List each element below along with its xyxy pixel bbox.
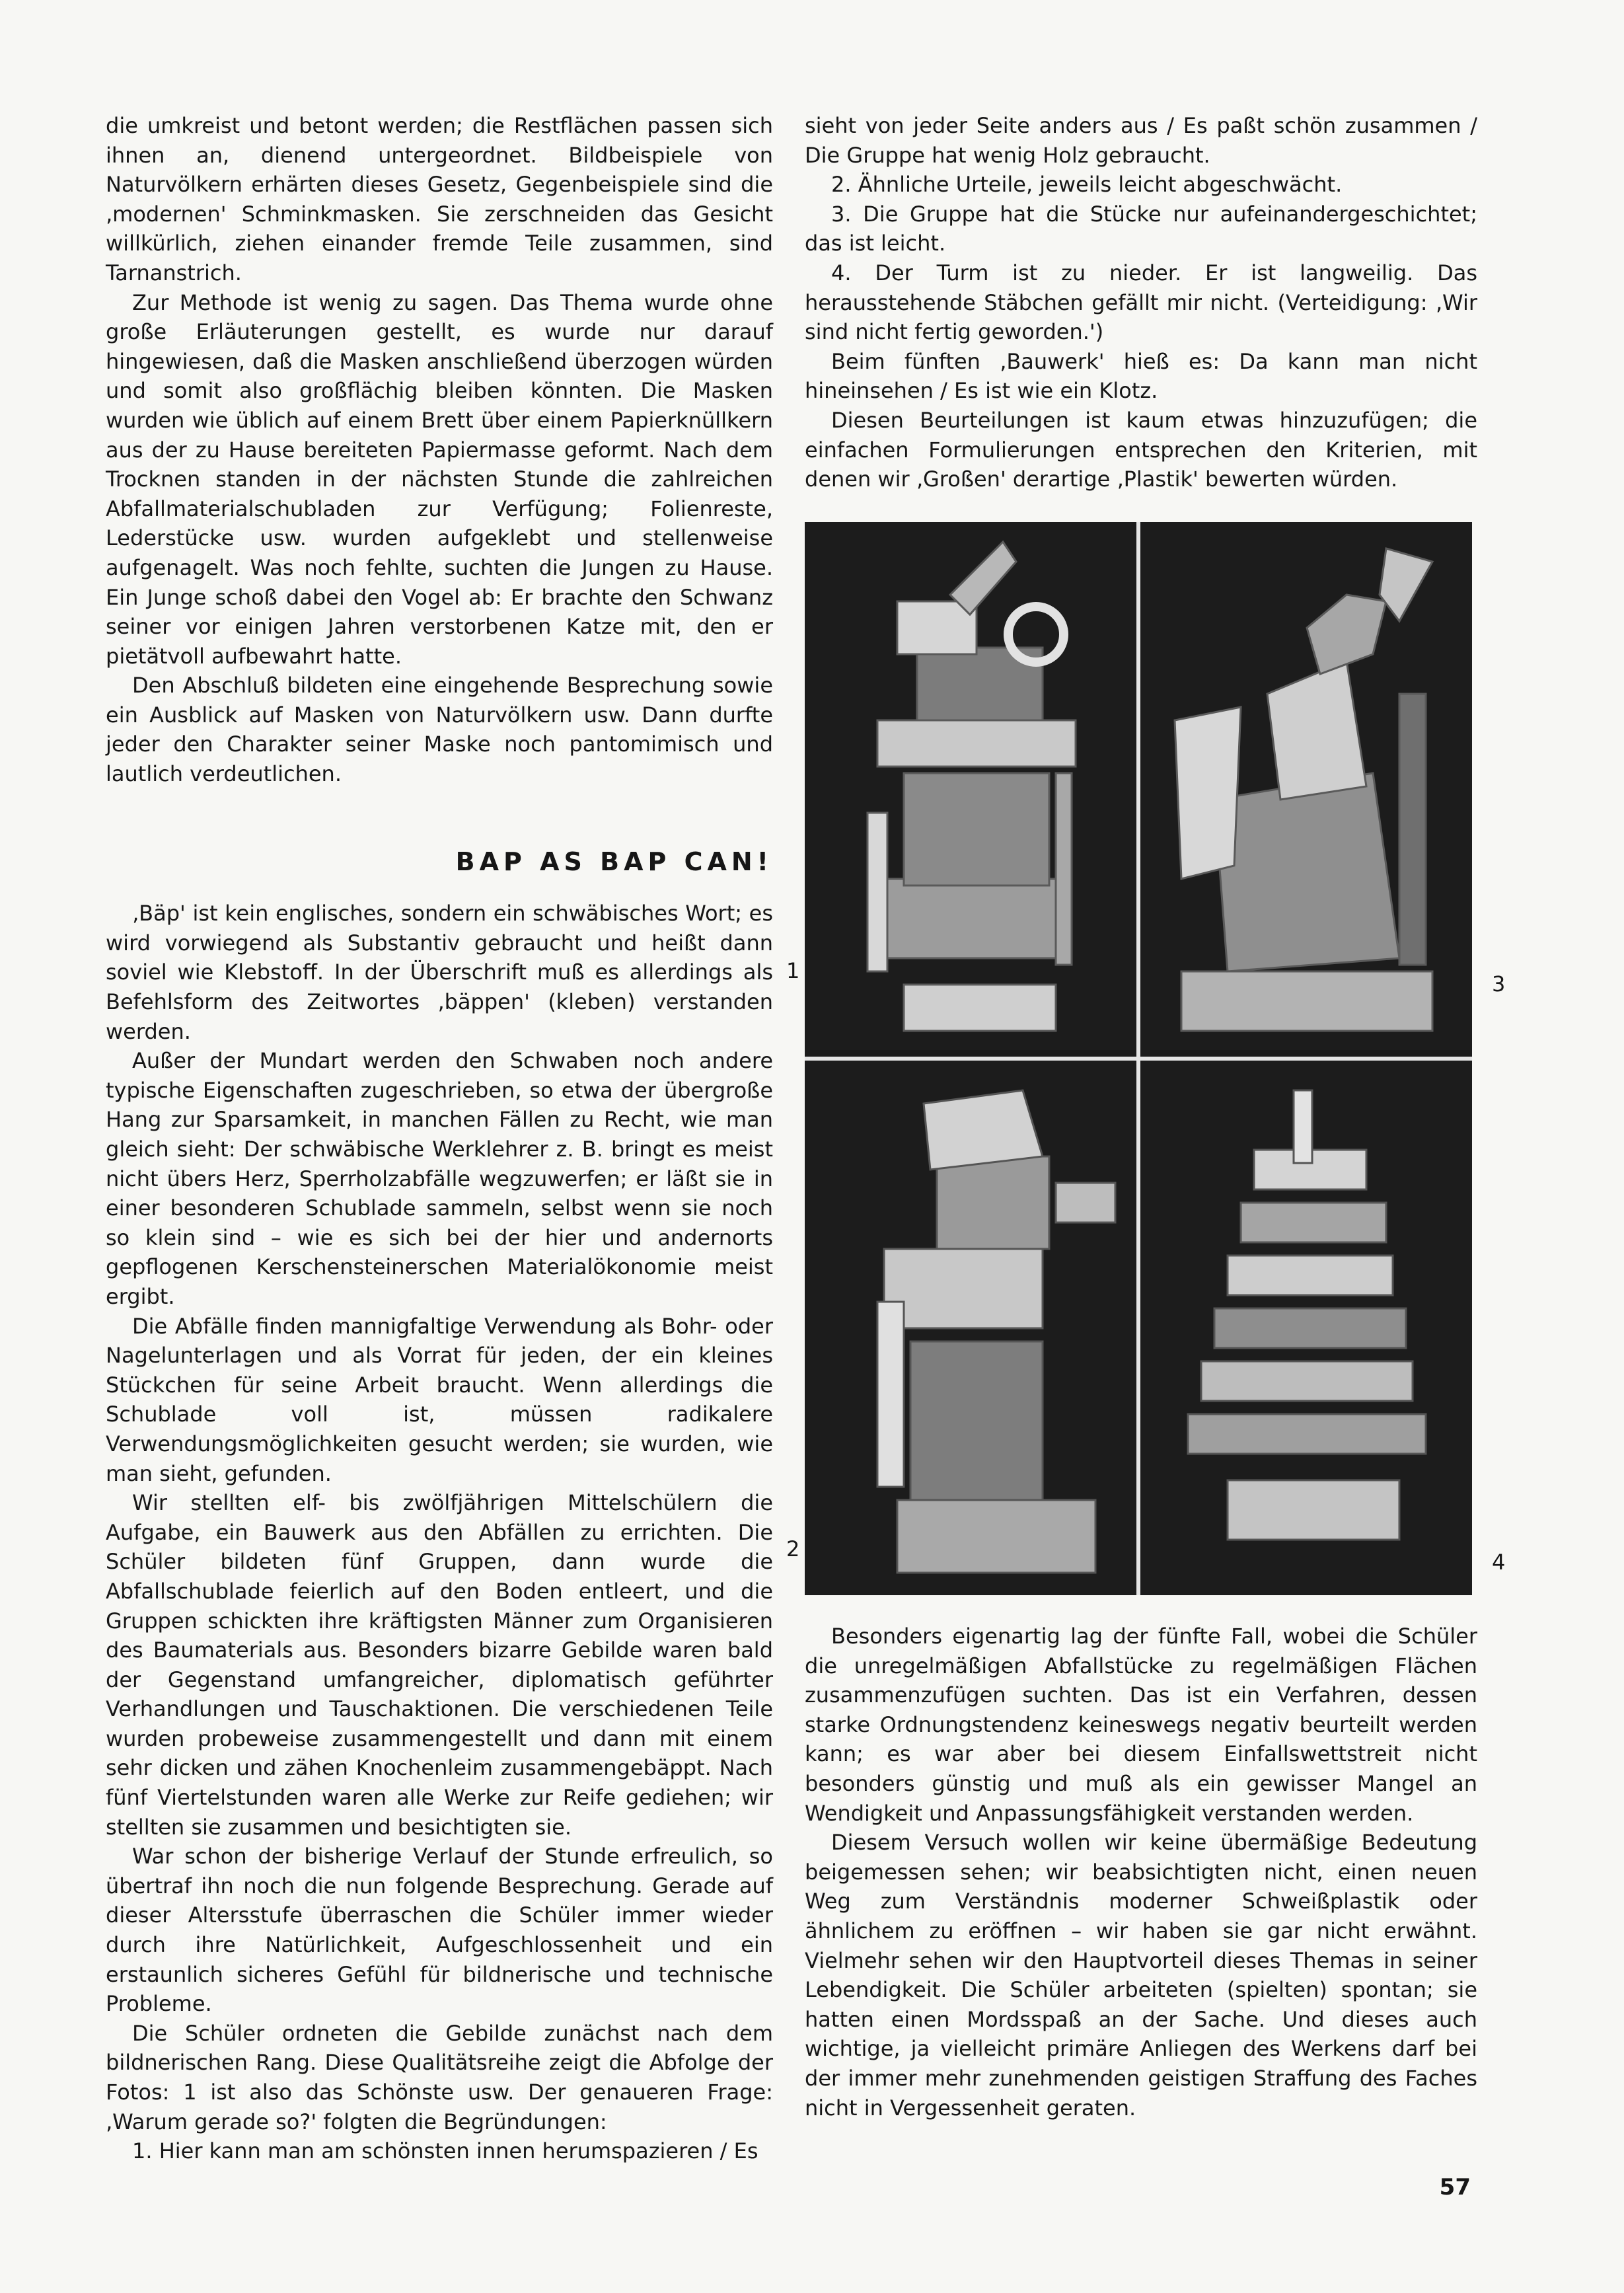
paragraph: War schon der bisherige Verlauf der Stunde erfreulich, so übertraf ihn noch die nun folgende Besprechung. Gerade auf dieser Altersstufe überraschen die Schüler immer wieder durch ihre Natürlichkeit, Aufgeschlossenheit und ein erstaunlich sicheres Gefühl für bildnerische und technische Probleme. xyxy=(106,1844,773,2017)
section-heading: BAP AS BAP CAN! xyxy=(455,846,773,876)
figure-number-2: 2 xyxy=(786,1536,800,1561)
paragraph: 4. Der Turm ist zu nieder. Er ist langweilig. Das herausstehende Stäbchen gefällt mir nicht. (Verteidigung: ‚Wir sind nicht fertig geworden.') xyxy=(805,260,1477,345)
paragraph: 2. Ähnliche Urteile, jeweils leicht abgeschwächt. xyxy=(831,172,1343,198)
paragraph: sieht von jeder Seite anders aus / Es paßt schön zusammen / Die Gruppe hat wenig Holz gebraucht. xyxy=(805,113,1477,168)
paragraph: Diesen Beurteilungen ist kaum etwas hinzuzufügen; die einfachen Formulierungen entsprechen den Kriterien, mit denen wir ‚Großen' derartige ‚Plastik' bewerten würden. xyxy=(805,407,1477,492)
page-number: 57 xyxy=(1439,2174,1471,2200)
paragraph: Die Schüler ordneten die Gebilde zunächst nach dem bildnerischen Rang. Diese Qualitätsreihe zeigt die Abfolge der Fotos: 1 ist also das Schönste usw. Der genaueren Frage: ‚Warum gerade so?' folgten die Begründungen: xyxy=(106,2020,773,2134)
paragraph: Wir stellten elf- bis zwölfjährigen Mittelschülern die Aufgabe, ein Bauwerk aus den Abfällen zu errichten. Die Schüler bildeten fünf Gruppen, dann wurde die Abfallschublade feierlich auf den Boden entleert, und die Gruppen schickten ihre kräftigsten Männer zum Organisieren des Baumaterials aus. Besonders bizarre Gebilde waren bald der Gegenstand umfangreicher, diplomatisch geführter Verhandlungen und Tauschaktionen. Die verschiedenen Teile wurden probeweise zusammengestellt und dann mit einem sehr dicken und zähen Knochenleim zusammengebäppt. Nach fünf Viertelstunden waren alle Werke zur Reife gediehen; wir stellten sie zusammen und besichtigten sie. xyxy=(106,1490,773,1840)
photo-collage xyxy=(805,522,1472,1595)
figure-number-3: 3 xyxy=(1492,971,1506,996)
figure-number-1: 1 xyxy=(786,958,800,983)
paragraph: Beim fünften ‚Bauwerk' hieß es: Da kann man nicht hineinsehen / Es ist wie ein Klotz. xyxy=(805,348,1477,404)
paragraph: 1. Hier kann man am schönsten innen herumspazieren / Es xyxy=(132,2138,758,2164)
photo-collage-illustration xyxy=(805,522,1472,1595)
right-column-top xyxy=(805,111,1477,494)
paragraph: Die Abfälle finden mannigfaltige Verwendung als Bohr- oder Nagelunterlagen und als Vorrat für jeden, der ein kleines Stückchen für seine Arbeit braucht. Wenn allerdings die Schublade voll ist, müssen radikalere Verwendungsmöglichkeiten gesucht werden; sie wurden, wie man sieht, gefunden. xyxy=(106,1313,773,1486)
paragraph: die umkreist und betont werden; die Restflächen passen sich ihnen an, dienend untergeordnet. Bildbeispiele von Naturvölkern erhärten dieses Gesetz, Gegenbeispiele sind die ‚modernen' Schminkmasken. Sie zerschneiden das Gesicht willkürlich, ziehen einander fremde Teile zusammen, sind Tarnanstrich. xyxy=(106,113,773,285)
paragraph: 3. Die Gruppe hat die Stücke nur aufeinandergeschichtet; das ist leicht. xyxy=(805,201,1477,256)
paragraph: Den Abschluß bildeten eine eingehende Besprechung sowie ein Ausblick auf Masken von Naturvölkern usw. Dann durfte jeder den Charakter seiner Maske noch pantomimisch und lautlich verdeutlichen. xyxy=(106,673,773,787)
paragraph: ‚Bäp' ist kein englisches, sondern ein schwäbisches Wort; es wird vorwiegend als Substantiv gebraucht und heißt dann soviel wie Klebstoff. In der Überschrift muß es allerdings als Befehlsform des Zeitwortes ‚bäppen' (kleben) verstanden werden. xyxy=(106,901,773,1044)
right-column-bottom xyxy=(805,1622,1477,2123)
figure-number-4: 4 xyxy=(1492,1550,1506,1575)
left-column xyxy=(106,111,773,2166)
paragraph: Diesem Versuch wollen wir keine übermäßige Bedeutung beigemessen sehen; wir beabsichtigten nicht, einen neuen Weg zum Verständnis moderner Schweißplastik oder ähnlichem zu eröffnen – wir haben sie gar nicht erwähnt. Vielmehr sehen wir den Hauptvorteil dieses Themas in seiner Lebendigkeit. Die Schüler arbeiteten (spielten) spontan; sie hatten einen Mordsspaß an der Sache. Und dieses auch wichtige, ja vielleicht primäre Anliegen des Werkens darf bei der immer mehr zunehmenden geistigen Straffung des Faches nicht in Vergessenheit geraten. xyxy=(805,1830,1477,2121)
paragraph: Besonders eigenartig lag der fünfte Fall, wobei die Schüler die unregelmäßigen Abfallstücke zu regelmäßigen Flächen zusammenzufügen suchten. Das ist ein Verfahren, dessen starke Ordnungstendenz keineswegs negativ beurteilt werden kann; es war aber bei diesem Einfallswettstreit nicht besonders günstig und muß als ein gewisser Mangel an Wendigkeit und Anpassungsfähigkeit verstanden werden. xyxy=(805,1624,1477,1826)
paragraph: Außer der Mundart werden den Schwaben noch andere typische Eigenschaften zugeschrieben, so etwa der übergroße Hang zur Sparsamkeit, in manchen Fällen zu Recht, wie man gleich sieht: Der schwäbische Werklehrer z. B. bringt es meist nicht übers Herz, Sperrholzabfälle wegzuwerfen; er läßt sie in einer besonderen Schublade sammeln, selbst wenn sie noch so klein sind – wie es sich bei der hier und andernorts gepflogenen Kerschensteinerschen Materialökonomie meist ergibt. xyxy=(106,1048,773,1309)
paragraph: Zur Methode ist wenig zu sagen. Das Thema wurde ohne große Erläuterungen gestellt, es wurde nur darauf hingewiesen, daß die Masken anschließend überzogen würden und somit also großflächig bleiben könnten. Die Masken wurden wie üblich auf einem Brett über einem Papierknüllkern aus der zu Hause bereiteten Papiermasse geformt. Nach dem Trocknen standen in der nächsten Stunde die zahlreichen Abfallmaterialschubladen zur Verfügung; Folienreste, Lederstücke usw. wurden aufgeklebt und stellenweise aufgenagelt. Was noch fehlte, suchten die Jungen zu Hause. Ein Junge schoß dabei den Vogel ab: Er brachte den Schwanz seiner vor einigen Jahren verstorbenen Katze mit, den er pietätvoll aufbewahrt hatte. xyxy=(106,289,773,669)
photo-grid xyxy=(786,522,1506,1595)
